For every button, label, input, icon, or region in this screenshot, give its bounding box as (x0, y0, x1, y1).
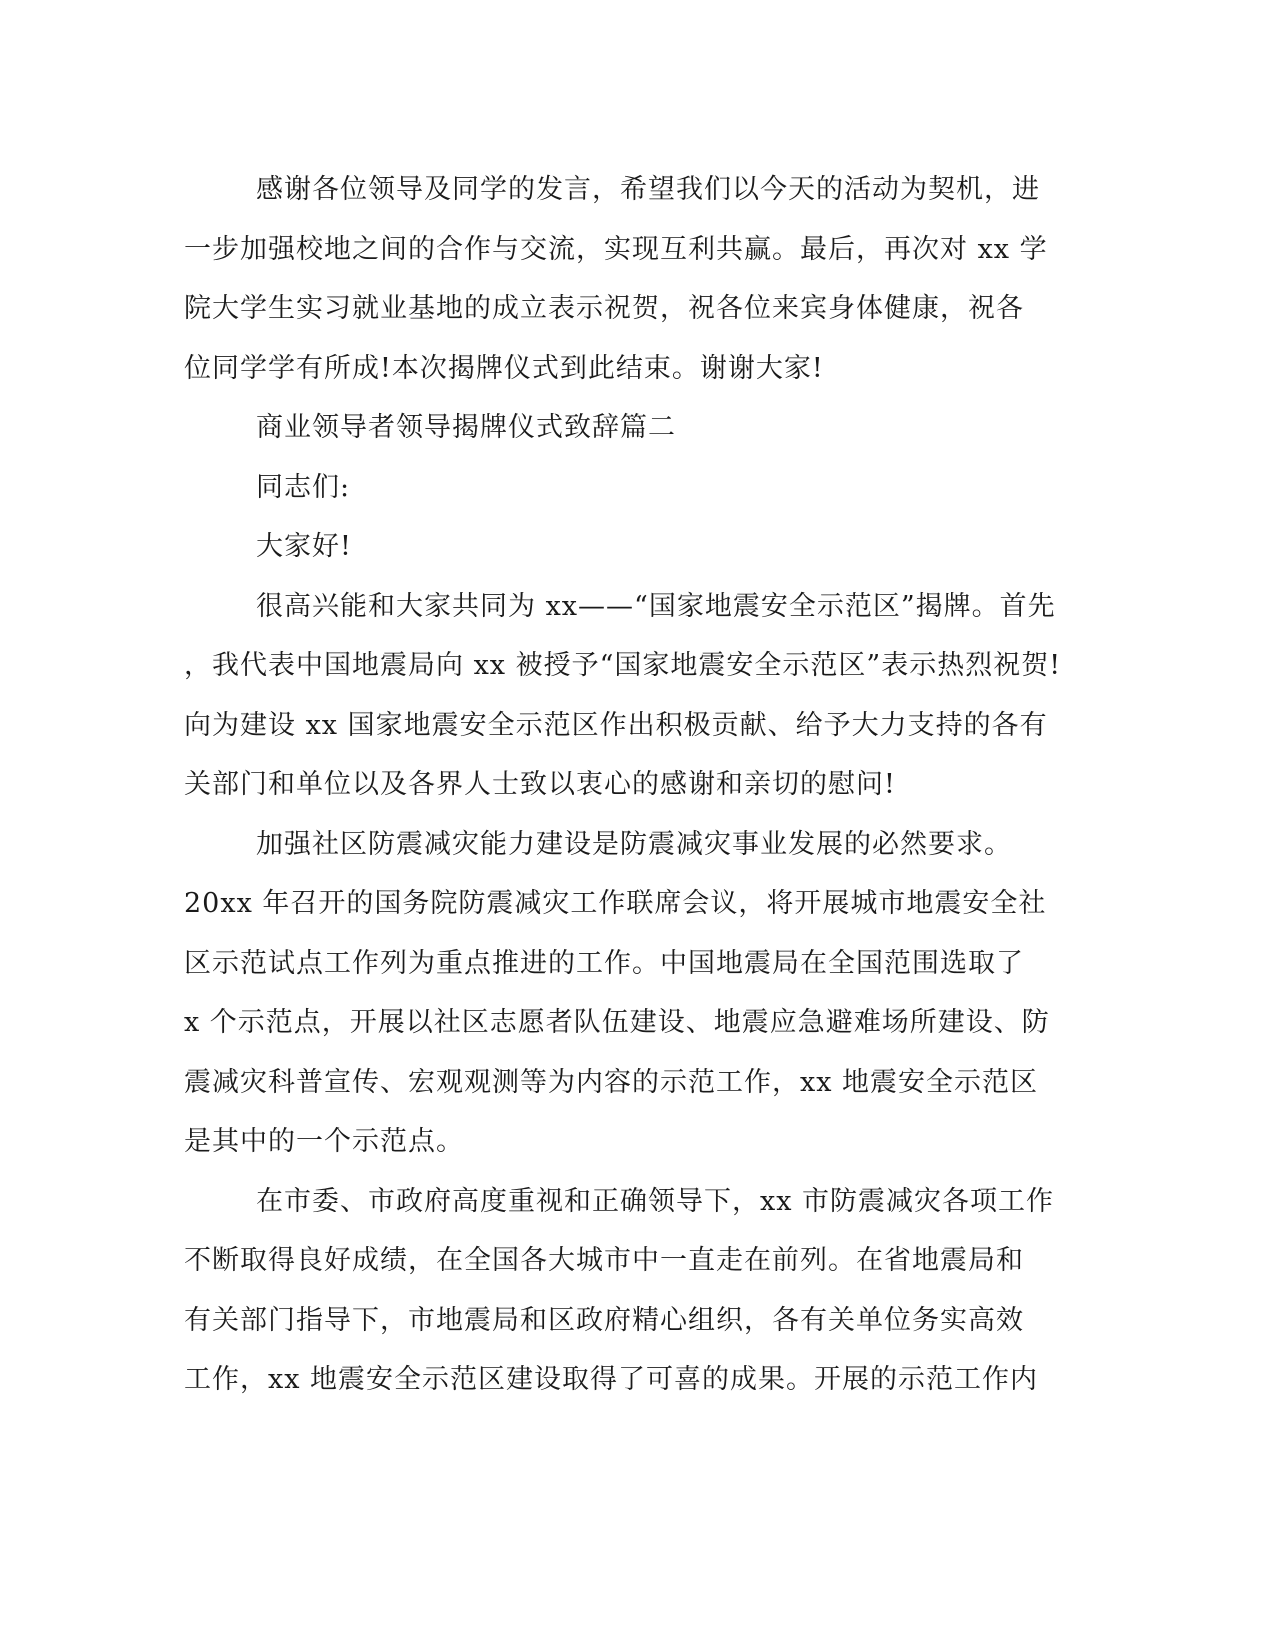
text-line: 院大学生实习就业基地的成立表示祝贺，祝各位来宾身体健康，祝各 (184, 293, 1024, 324)
text-line: 有关部门指导下，市地震局和区政府精心组织，各有关单位务实高效 (184, 1304, 1024, 1336)
document-body (184, 160, 1062, 1410)
text-line: ，我代表中国地震局向 xx 被授予“国家地震安全示范区”表示热烈祝贺! (184, 650, 1062, 681)
text-line: 加强社区防震减灾能力建设是防震减灾事业发展的必然要求。 (256, 828, 1012, 860)
text-line: 在市委、市政府高度重视和正确领导下，xx 市防震减灾各项工作 (256, 1185, 1055, 1217)
text-line: 关部门和单位以及各界人士致以衷心的感谢和亲切的慰问! (184, 769, 896, 800)
text-line: 震减灾科普宣传、宏观观测等为内容的示范工作，xx 地震安全示范区 (184, 1066, 1039, 1098)
text-line: 很高兴能和大家共同为 xx——“国家地震安全示范区”揭牌。首先 (256, 590, 1056, 622)
greeting: 大家好! (256, 531, 352, 562)
text-line: 区示范试点工作列为重点推进的工作。中国地震局在全国范围选取了 (184, 947, 1024, 979)
text-line: 20xx 年召开的国务院防震减灾工作联席会议，将开展城市地震安全社 (184, 888, 1047, 919)
text-line: 是其中的一个示范点。 (184, 1126, 464, 1157)
text-line: 感谢各位领导及同学的发言，希望我们以今天的活动为契机，进 (256, 174, 1040, 205)
text-line: 向为建设 xx 国家地震安全示范区作出积极贡献、给予大力支持的各有 (184, 709, 1048, 741)
text-line: 不断取得良好成绩，在全国各大城市中一直走在前列。在省地震局和 (184, 1245, 1024, 1276)
text-line: 一步加强校地之间的合作与交流，实现互利共赢。最后，再次对 xx 学 (184, 233, 1048, 265)
text-line: x 个示范点，开展以社区志愿者队伍建设、地震应急避难场所建设、防 (184, 1007, 1050, 1038)
text-line: 位同学学有所成!本次揭牌仪式到此结束。谢谢大家! (184, 352, 824, 384)
salutation: 同志们: (256, 471, 351, 503)
text-line: 工作，xx 地震安全示范区建设取得了可喜的成果。开展的示范工作内 (184, 1364, 1039, 1395)
section-heading: 商业领导者领导揭牌仪式致辞篇二 (256, 412, 676, 443)
